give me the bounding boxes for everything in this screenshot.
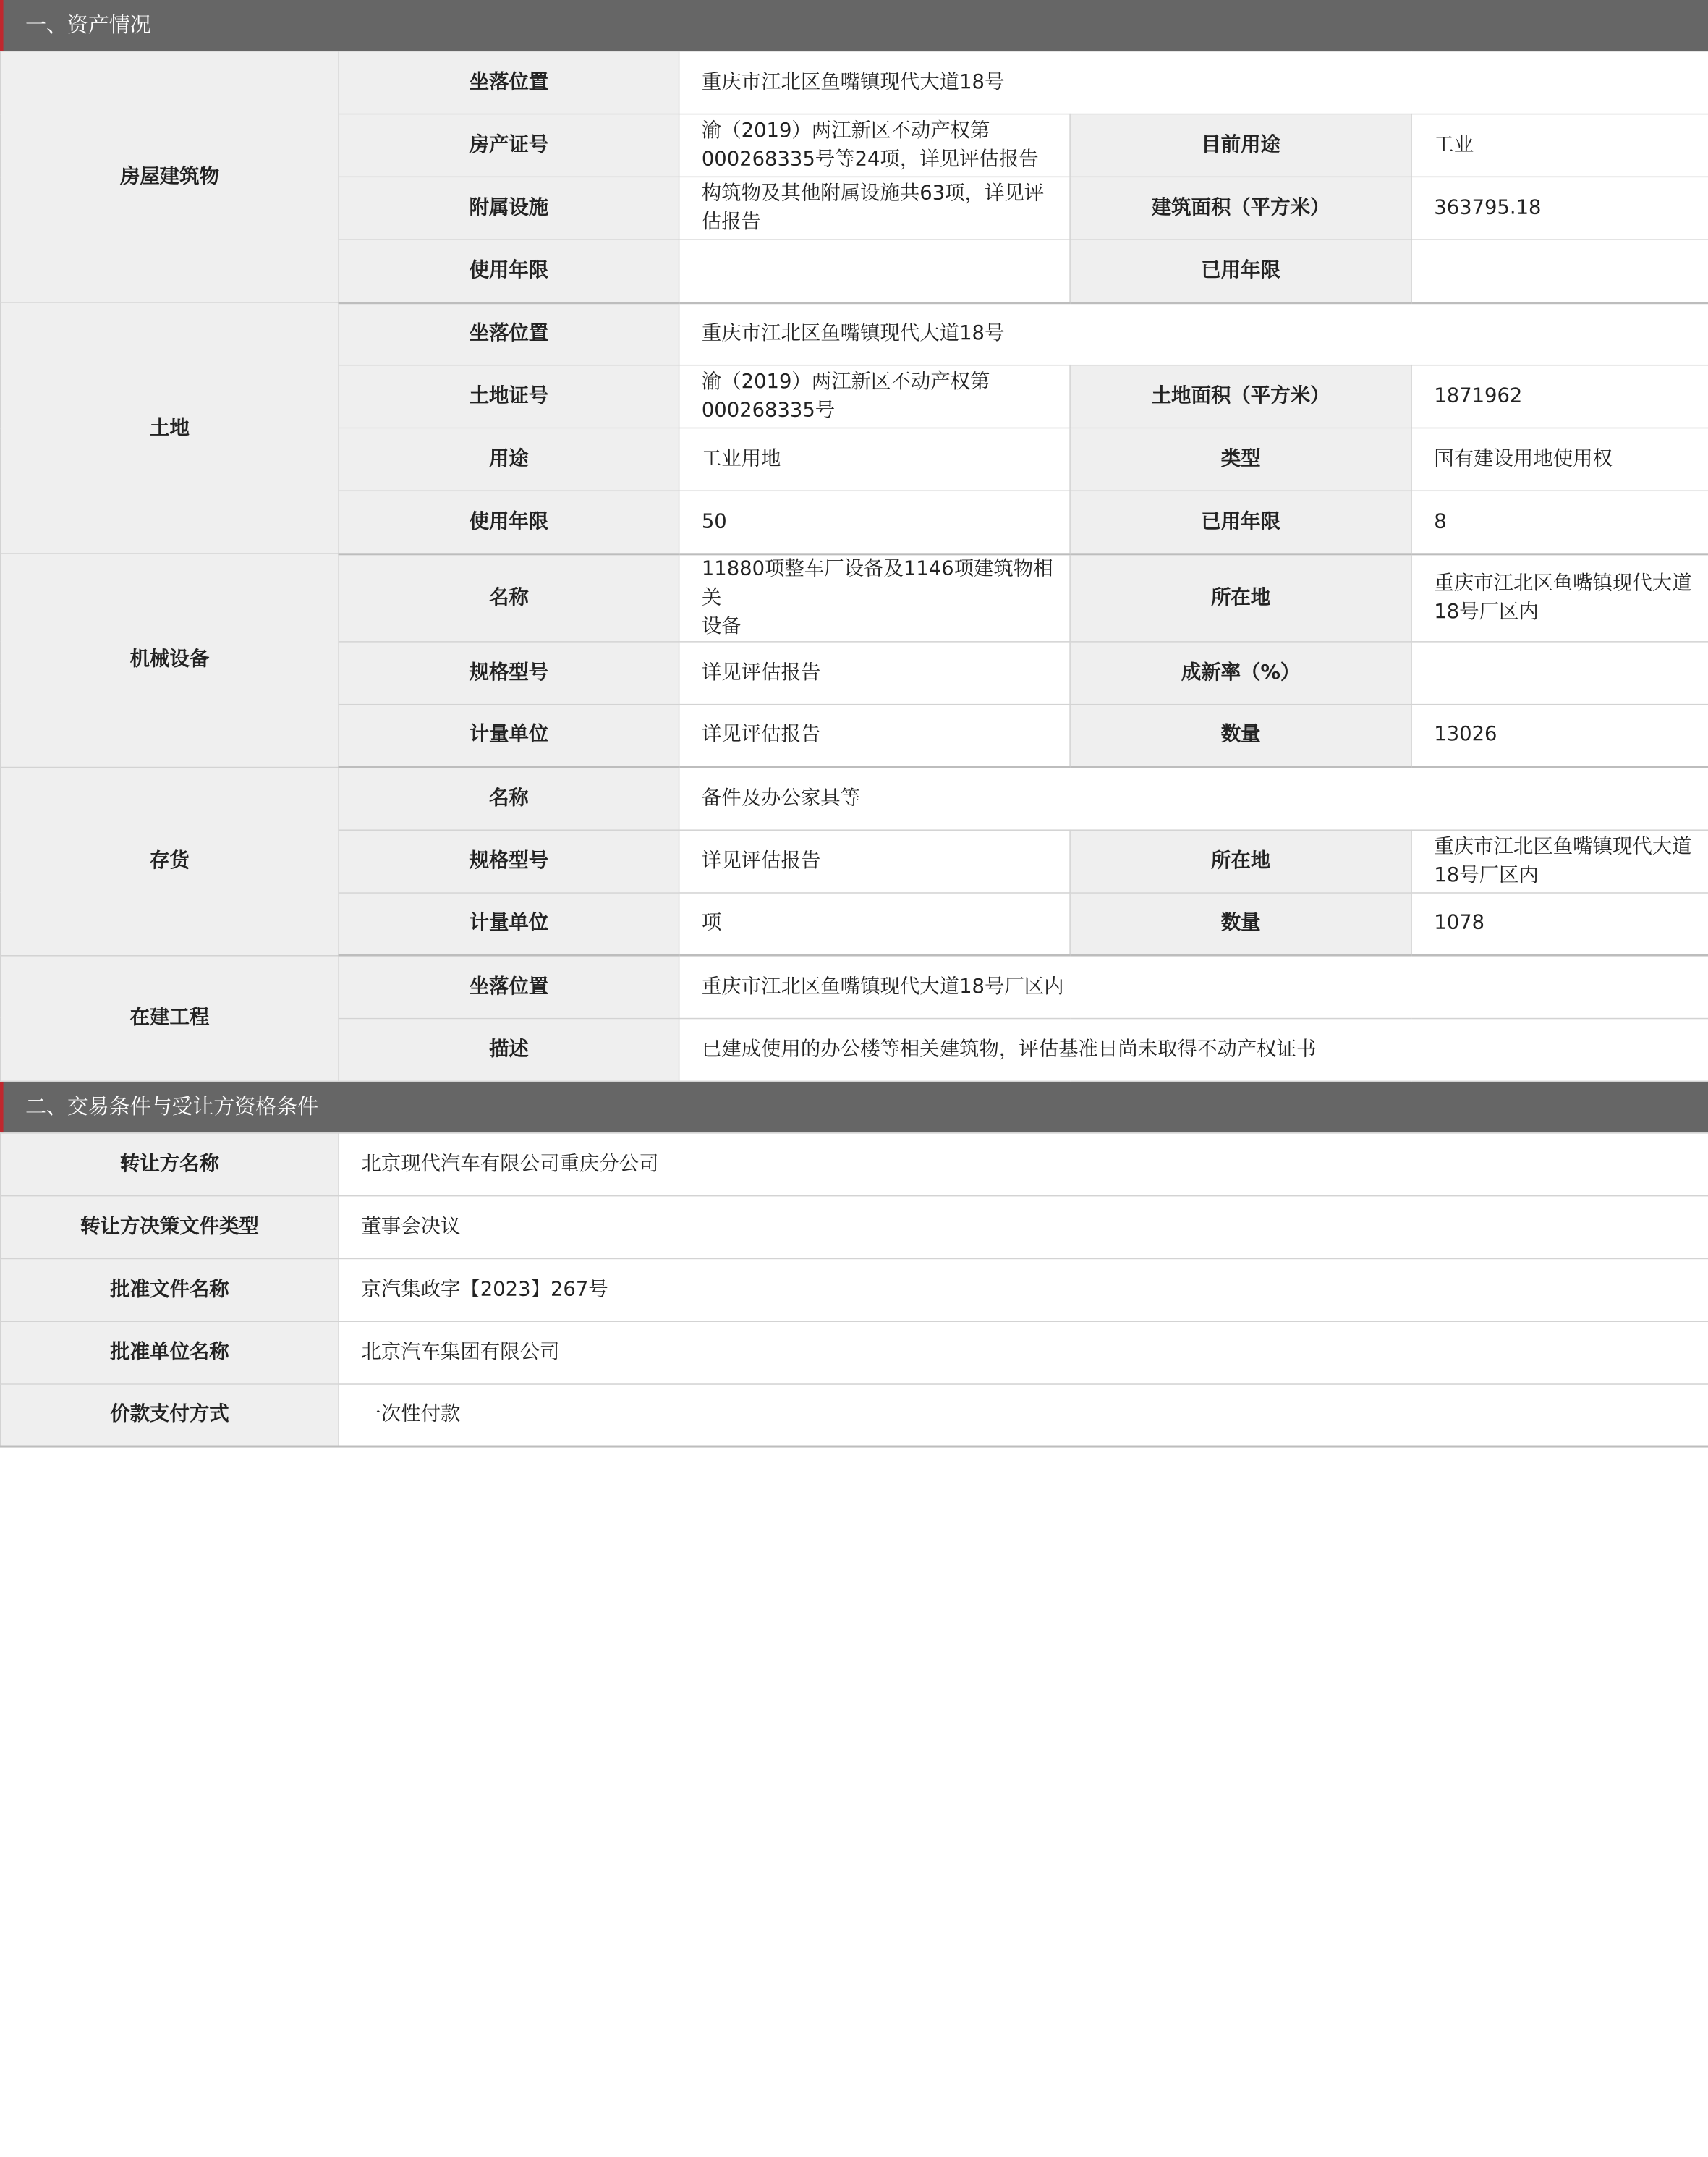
value-approval-unit: 北京汽车集团有限公司 (339, 1321, 1708, 1383)
label-approval-doc: 批准文件名称 (1, 1258, 339, 1321)
label-cert: 房产证号 (339, 114, 679, 177)
value-place: 重庆市江北区鱼嘴镇现代大道 18号厂区内 (1411, 554, 1708, 641)
label-decision-type: 转让方决策文件类型 (1, 1195, 339, 1258)
category-equipment: 机械设备 (1, 554, 339, 767)
table-row (1, 1195, 1708, 1258)
section-title: 二、交易条件与受让方资格条件 (25, 1094, 319, 1119)
asset-table (0, 51, 1708, 1081)
table-row (1, 51, 1708, 114)
label-payment: 价款支付方式 (1, 1383, 339, 1446)
label-spec: 规格型号 (339, 829, 679, 892)
label-location: 坐落位置 (339, 302, 679, 365)
label-area: 土地面积（平方米） (1070, 365, 1411, 428)
value-qty: 13026 (1411, 704, 1708, 767)
value-name: 备件及办公家具等 (679, 767, 1708, 830)
value-area: 1871962 (1411, 365, 1708, 428)
category-building: 房屋建筑物 (1, 51, 339, 302)
value-spec: 详见评估报告 (679, 829, 1070, 892)
value-newness (1411, 641, 1708, 704)
label-qty: 数量 (1070, 704, 1411, 767)
table-row (1, 955, 1708, 1018)
value-unit: 详见评估报告 (679, 704, 1070, 767)
label-approval-unit: 批准单位名称 (1, 1321, 339, 1383)
value-qty: 1078 (1411, 892, 1708, 955)
category-inventory: 存货 (1, 767, 339, 955)
label-location: 坐落位置 (339, 51, 679, 114)
table-row (1, 1383, 1708, 1446)
value-life: 50 (679, 491, 1070, 554)
section-title: 一、资产情况 (25, 13, 151, 38)
table-row (1, 1258, 1708, 1321)
table-row (1, 302, 1708, 365)
value-cert: 渝（2019）两江新区不动产权第 000268335号 (679, 365, 1070, 428)
label-life: 使用年限 (339, 491, 679, 554)
label-cert: 土地证号 (339, 365, 679, 428)
value-location: 重庆市江北区鱼嘴镇现代大道18号 (679, 302, 1708, 365)
value-payment: 一次性付款 (339, 1383, 1708, 1446)
value-cert: 渝（2019）两江新区不动产权第 000268335号等24项，详见评估报告 (679, 114, 1070, 177)
category-construction: 在建工程 (1, 955, 339, 1081)
label-use: 用途 (339, 428, 679, 491)
label-location: 坐落位置 (339, 955, 679, 1018)
value-used (1411, 240, 1708, 302)
label-area: 建筑面积（平方米） (1070, 177, 1411, 240)
value-location: 重庆市江北区鱼嘴镇现代大道18号 (679, 51, 1708, 114)
label-used: 已用年限 (1070, 240, 1411, 302)
value-facility: 构筑物及其他附属设施共63项，详见评 估报告 (679, 177, 1070, 240)
value-spec: 详见评估报告 (679, 641, 1070, 704)
label-place: 所在地 (1070, 829, 1411, 892)
value-type: 国有建设用地使用权 (1411, 428, 1708, 491)
value-area: 363795.18 (1411, 177, 1708, 240)
label-desc: 描述 (339, 1018, 679, 1081)
table-row (1, 1321, 1708, 1383)
label-newness: 成新率（%） (1070, 641, 1411, 704)
label-use: 目前用途 (1070, 114, 1411, 177)
section-header-conditions (0, 1081, 1708, 1132)
table-row (1, 1132, 1708, 1195)
value-decision-type: 董事会决议 (339, 1195, 1708, 1258)
label-spec: 规格型号 (339, 641, 679, 704)
label-unit: 计量单位 (339, 892, 679, 955)
value-unit: 项 (679, 892, 1070, 955)
label-type: 类型 (1070, 428, 1411, 491)
label-place: 所在地 (1070, 554, 1411, 641)
section-header-assets (0, 0, 1708, 51)
value-use: 工业 (1411, 114, 1708, 177)
label-used: 已用年限 (1070, 491, 1411, 554)
value-desc: 已建成使用的办公楼等相关建筑物，评估基准日尚未取得不动产权证书 (679, 1018, 1708, 1081)
value-location: 重庆市江北区鱼嘴镇现代大道18号厂区内 (679, 955, 1708, 1018)
value-used: 8 (1411, 491, 1708, 554)
value-transferor: 北京现代汽车有限公司重庆分公司 (339, 1132, 1708, 1195)
label-facility: 附属设施 (339, 177, 679, 240)
conditions-table (0, 1132, 1708, 1447)
value-approval-doc: 京汽集政字【2023】267号 (339, 1258, 1708, 1321)
label-life: 使用年限 (339, 240, 679, 302)
category-land: 土地 (1, 302, 339, 554)
value-place: 重庆市江北区鱼嘴镇现代大道 18号厂区内 (1411, 829, 1708, 892)
value-life (679, 240, 1070, 302)
table-row (1, 767, 1708, 830)
label-name: 名称 (339, 767, 679, 830)
label-transferor: 转让方名称 (1, 1132, 339, 1195)
label-name: 名称 (339, 554, 679, 641)
label-unit: 计量单位 (339, 704, 679, 767)
value-use: 工业用地 (679, 428, 1070, 491)
table-row (1, 554, 1708, 641)
value-name: 11880项整车厂设备及1146项建筑物相关 设备 (679, 554, 1070, 641)
label-qty: 数量 (1070, 892, 1411, 955)
